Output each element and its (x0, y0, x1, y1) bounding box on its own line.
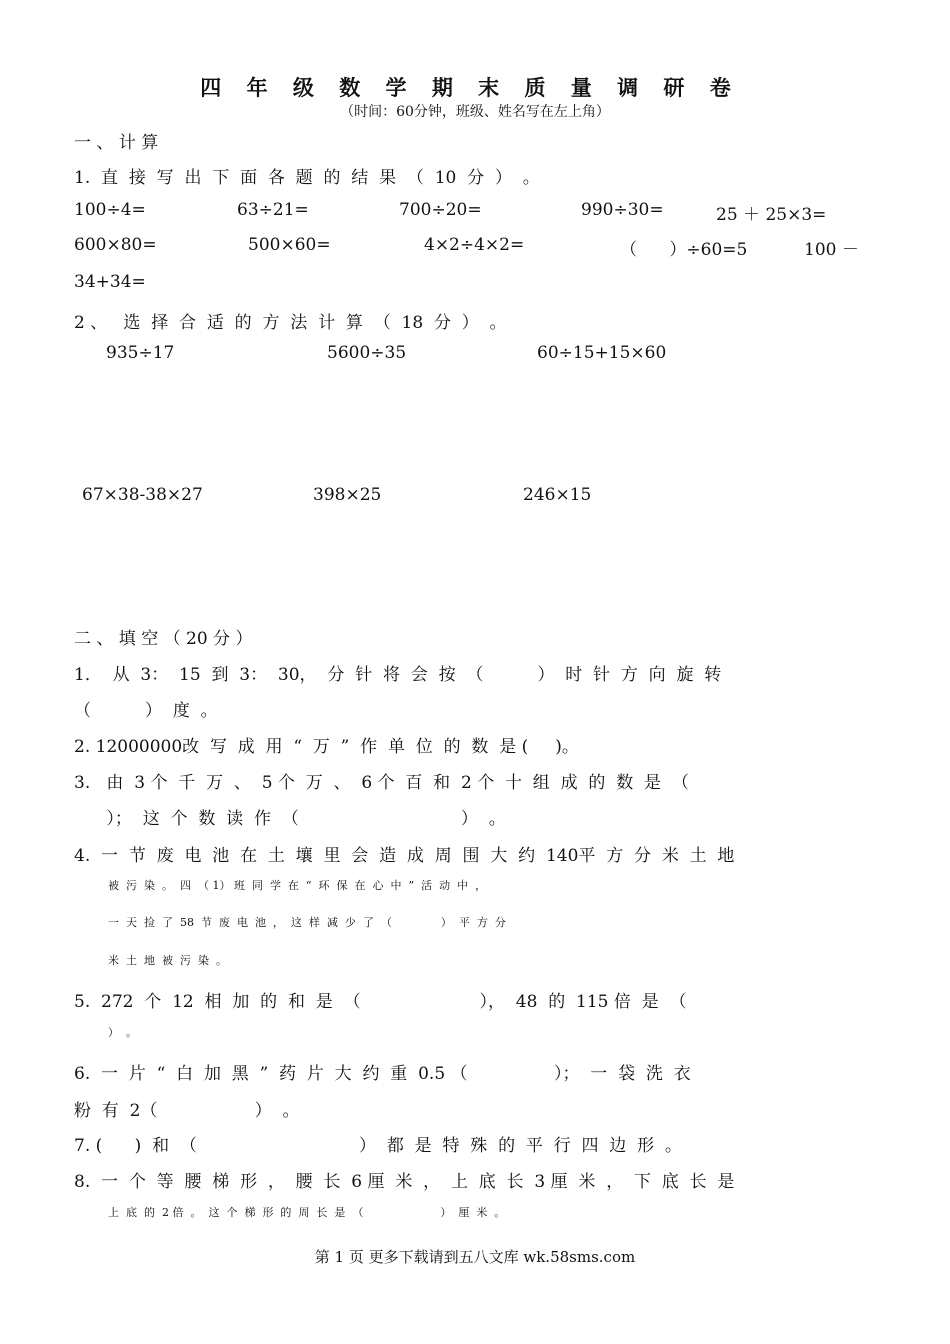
fill-line: 7. ( ) 和 （ ） 都 是 特 殊 的 平 行 四 边 形 。 (74, 1136, 682, 1156)
calc-item: 60÷15+15×60 (537, 343, 667, 363)
fill-line: 被 污 染 。 四 （ 1） 班 同 学 在 “ 环 保 在 心 中 ” 活 动 中 ， (108, 879, 487, 892)
calc-item: 100÷4= (74, 200, 146, 220)
fill-line: ） 。 (108, 1026, 137, 1039)
calc-item: 63÷21= (237, 200, 309, 220)
calc-item: 990÷30= (581, 200, 664, 220)
fill-line: 米 土 地 被 污 染 。 (108, 954, 227, 967)
fill-line: 粉 有 2（ ） 。 (74, 1101, 300, 1121)
calc-item: 935÷17 (106, 343, 175, 363)
page-title: 四 年 级 数 学 期 末 质 量 调 研 卷 (200, 75, 740, 100)
fill-line: 2. 12000000改 写 成 用 “ 万 ” 作 单 位 的 数 是 ( )。 (74, 737, 579, 757)
fill-line: 1． 从 3： 15 到 3： 30， 分 针 将 会 按 （ ） 时 针 方 向 旋 转 (74, 665, 722, 685)
calc-item: 67×38-38×27 (82, 485, 203, 505)
fill-line: 一 天 捡 了 58 节 废 电 池 ， 这 样 减 少 了 （ ） 平 方 分 (108, 916, 506, 929)
calc-item: 34+34= (74, 272, 146, 292)
calc-item: 25 ＋ 25×3= (716, 205, 827, 225)
fill-line: 5. 272 个 12 相 加 的 和 是 （ ）， 48 的 115 倍 是 （ (74, 992, 687, 1012)
calc-item: 246×15 (523, 485, 592, 505)
q2-label: 2 、 选 择 合 适 的 方 法 计 算 （ 18 分 ） 。 (74, 313, 507, 333)
section2-heading: 二 、 填 空 （ 20 分 ） (74, 629, 253, 649)
calc-item: 600×80= (74, 235, 157, 255)
calc-item: 700÷20= (399, 200, 482, 220)
fill-line: （ ） 度 。 (74, 701, 218, 721)
fill-line: 3. 由 3 个 千 万 、 5 个 万 、 6 个 百 和 2 个 十 组 成 的 数 是 （ (74, 773, 689, 793)
calc-item: 500×60= (248, 235, 331, 255)
page-subtitle: （时间：60分钟，班级、姓名写在左上角） (340, 104, 610, 120)
fill-line: 6. 一 片 “ 白 加 黑 ” 药 片 大 约 重 0.5 （ ）； 一 袋 洗 衣 (74, 1064, 691, 1084)
calc-item: 398×25 (313, 485, 382, 505)
section1-heading: 一 、 计 算 (74, 133, 159, 153)
page-footer: 第 1 页 更多下载请到五八文库 wk.58sms.com (314, 1248, 636, 1266)
fill-line: ）； 这 个 数 读 作 （ ） 。 (74, 809, 506, 829)
calc-item: （ ）÷60=5 (620, 240, 748, 260)
calc-item: 100 － (804, 240, 859, 260)
fill-line: 8. 一 个 等 腰 梯 形 ， 腰 长 6 厘 米 ， 上 底 长 3 厘 米 ， 下 底 长 是 (74, 1172, 735, 1192)
fill-line: 4. 一 节 废 电 池 在 土 壤 里 会 造 成 周 围 大 约 140平 方 分 米 土 地 (74, 846, 735, 866)
q1-label: 1. 直 接 写 出 下 面 各 题 的 结 果 （ 10 分 ） 。 (74, 168, 540, 188)
fill-line: 上 底 的 2 倍 。 这 个 梯 形 的 周 长 是 （ ） 厘 米 。 (108, 1206, 506, 1219)
calc-item: 4×2÷4×2= (424, 235, 525, 255)
calc-item: 5600÷35 (327, 343, 407, 363)
